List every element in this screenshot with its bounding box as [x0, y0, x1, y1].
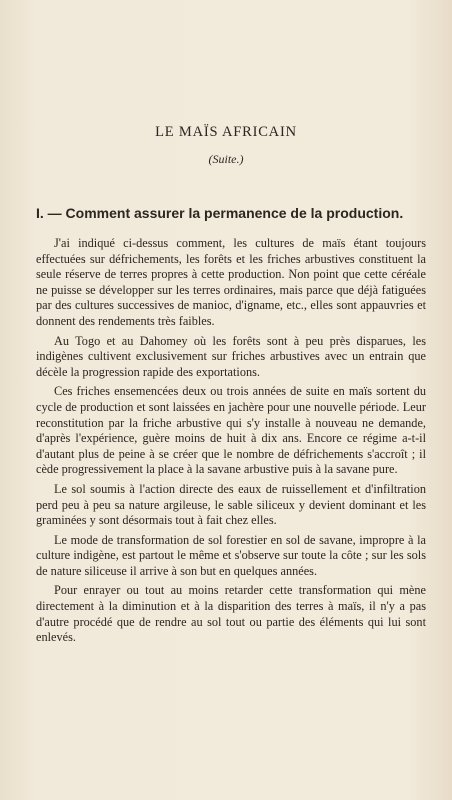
paragraph: Ces friches ensemencées deux ou trois années de suite en maïs sortent du cycle de production et sont laissées en jachère pour une nouvelle période. Leur reconstitution par la friche arbustive qui s'y installe à nouveau ne demande, d'après l'expérience, guère moins de huit à dix ans. Encore ce régime a-t-il d'autant plus de peine à se créer que le nombre de défrichements s'accroît ; il cède progressivement la place à la savane arbustive puis à la savane pure.: [36, 384, 426, 477]
paragraph: Le sol soumis à l'action directe des eaux de ruissellement et d'infiltration perd peu à peu sa nature argileuse, le sable siliceux y devient dominant et les graminées y sont désormais tout à fait chez elles.: [36, 481, 426, 528]
paragraph: Au Togo et au Dahomey où les forêts sont à peu près disparues, les indigènes cultivent exclusivement sur friches arbustives avec un entrain que décèle la progression rapide des exportations.: [36, 333, 426, 379]
article-subtitle: (Suite.): [208, 152, 244, 166]
paragraph: J'ai indiqué ci-dessus comment, les cultures de maïs étant toujours effectuées sur défrichements, les forêts et les friches arbustives constituent la seule réserve de terres propres à cette production. Non point que cette céréale ne puisse se développer sur les terres ordinaires, mais parce que déjà fatiguées par des cultures successives de manioc, d'igname, etc., elles sont appauvries et donnent des rendements très faibles.: [36, 236, 426, 328]
section-heading: I. — Comment assurer la permanence de la production.: [36, 205, 404, 221]
article-title: LE MAÏS AFRICAIN: [155, 124, 297, 140]
paragraph: Le mode de transformation de sol forestier en sol de savane, impropre à la culture indigène, est partout le même et s'observe sur toute la côte ; sur les sols de nature siliceuse il arrive à son but en quelques années.: [36, 532, 426, 578]
paragraph: Pour enrayer ou tout au moins retarder cette transformation qui mène directement à la diminution et à la disparition des terres à maïs, il n'y a pas d'autre procédé que de rendre au sol tout ou partie des éléments qui lui sont enlevés.: [36, 583, 426, 645]
article-body: [36, 236, 426, 650]
